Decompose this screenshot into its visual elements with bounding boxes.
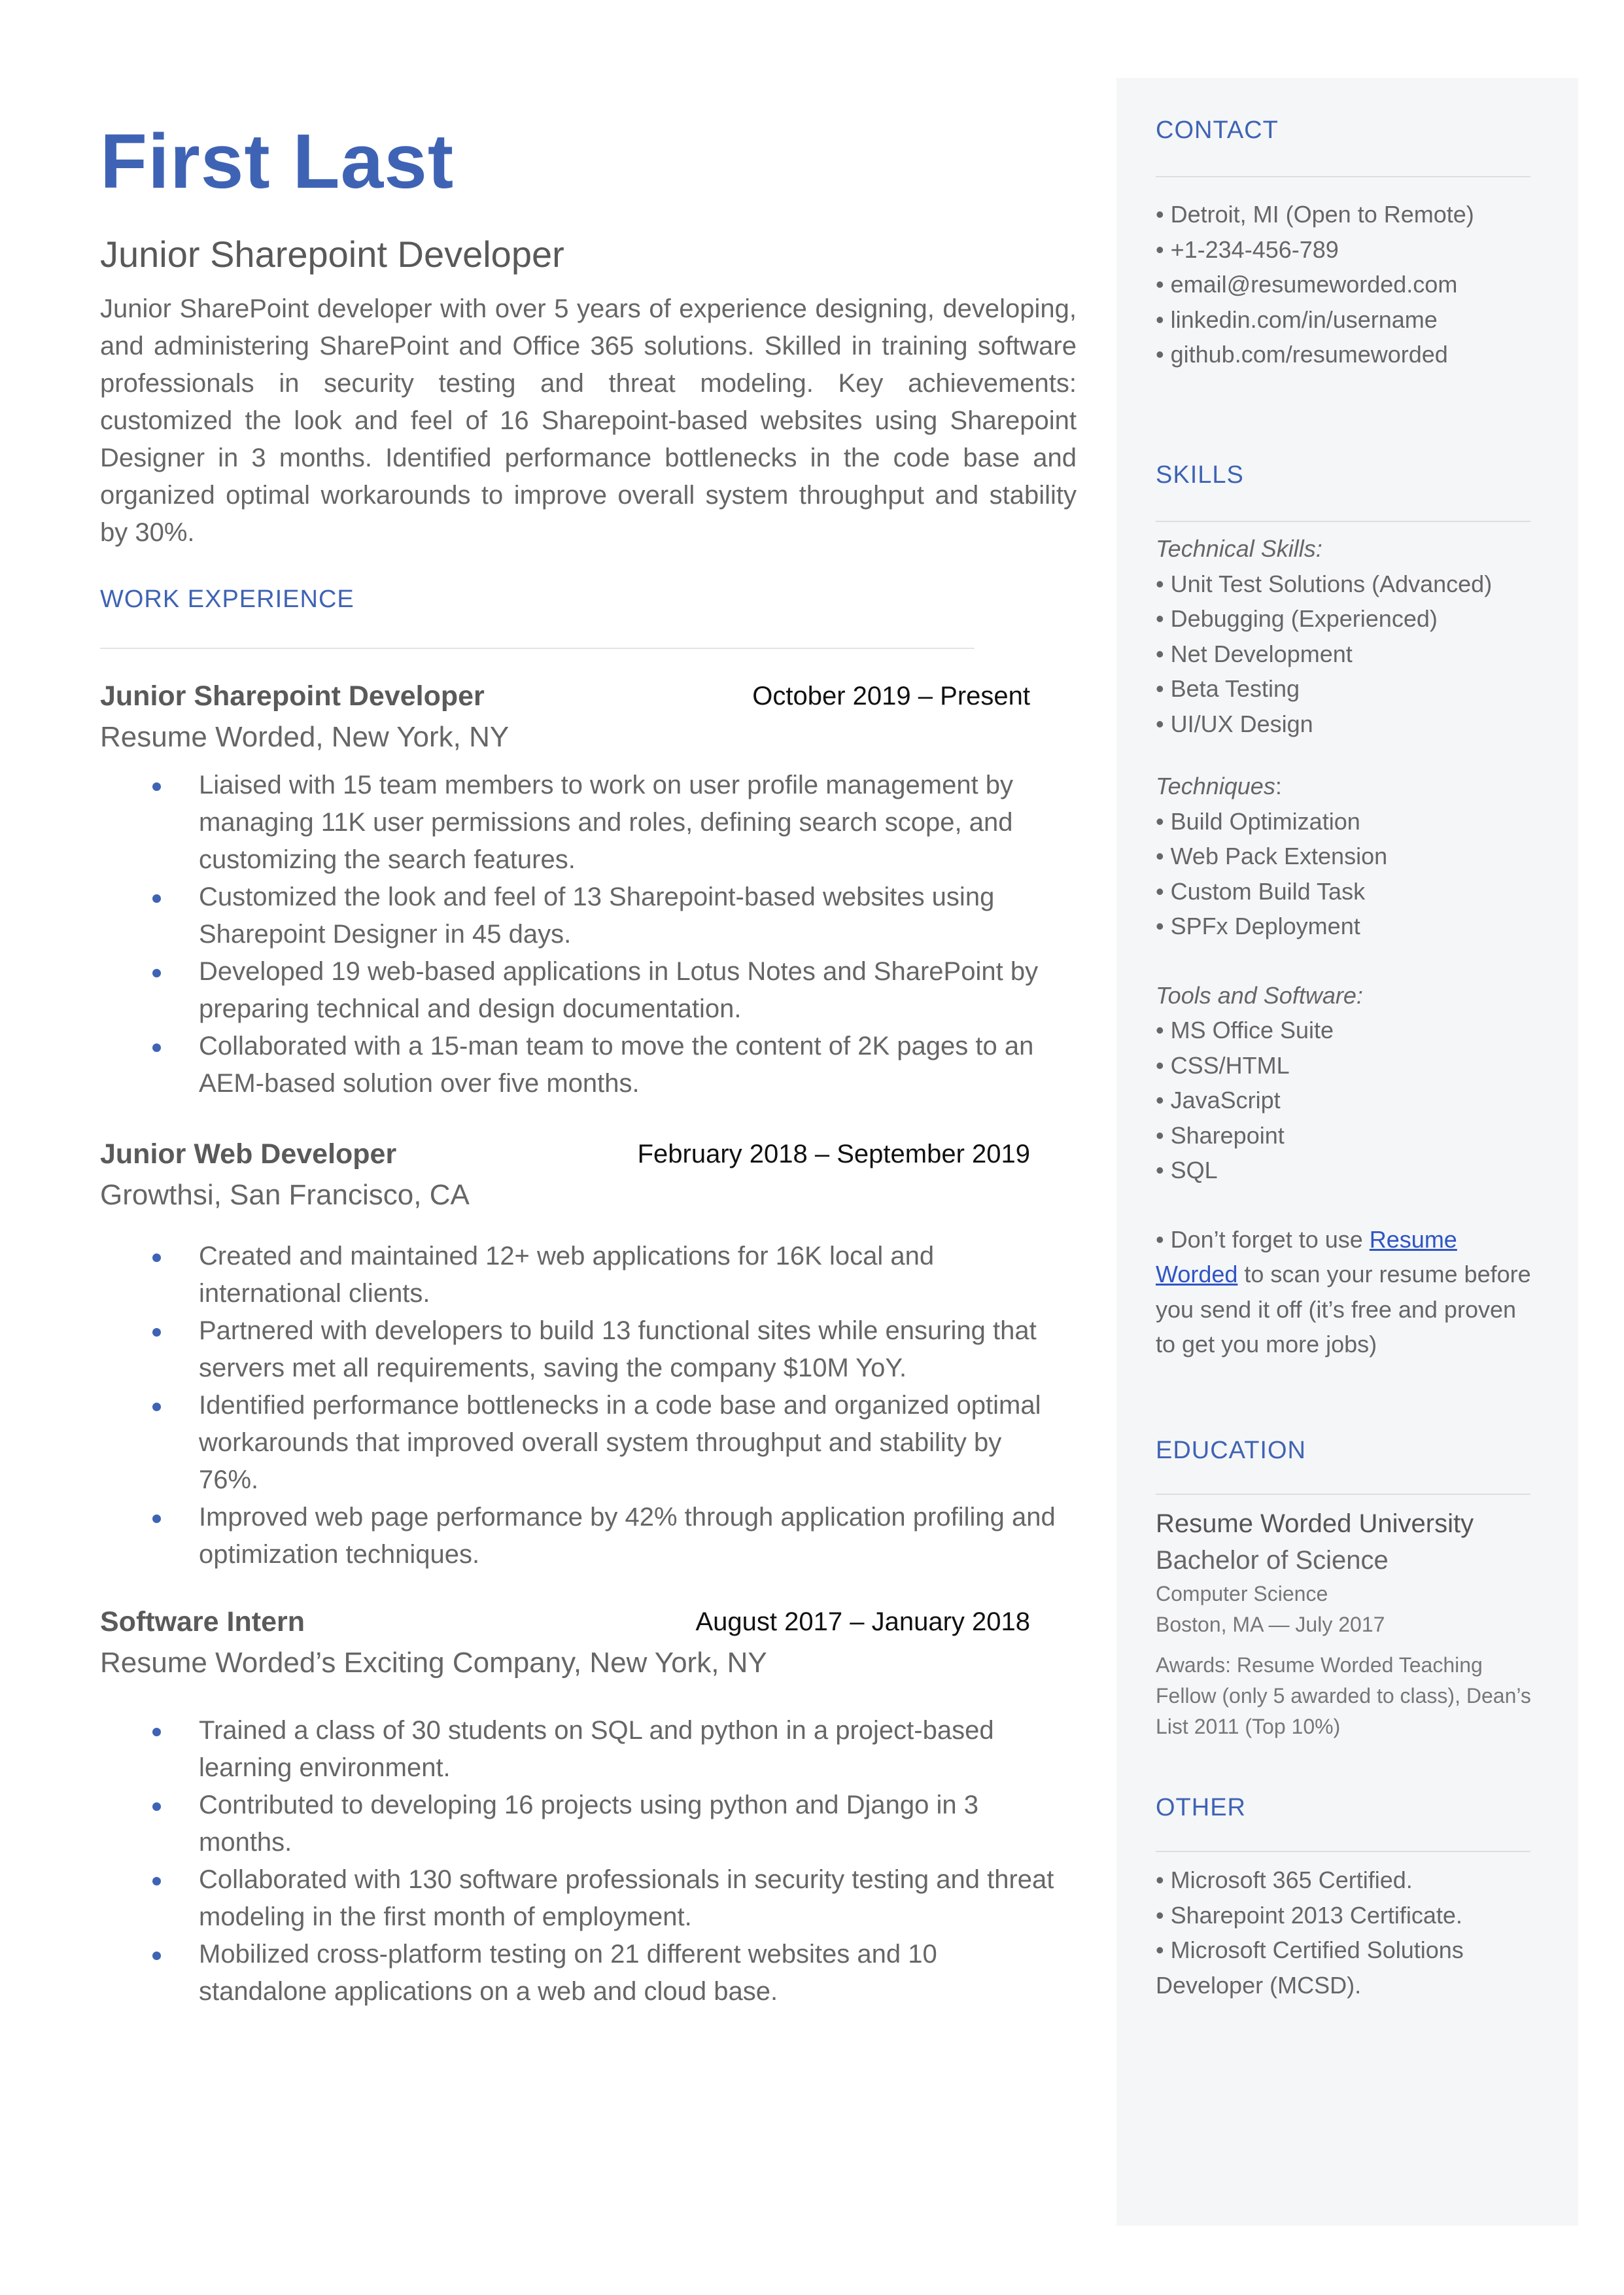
tool-item: • SQL (1156, 1157, 1218, 1183)
tool-item: • CSS/HTML (1156, 1051, 1290, 1079)
tools-label: Tools and Software: (1156, 981, 1363, 1009)
bullet-icon (152, 1877, 161, 1885)
job-title: Junior Sharepoint Developer (100, 680, 485, 712)
bullet-icon (152, 1043, 161, 1052)
skill-item: • Unit Test Solutions (Advanced) (1156, 570, 1493, 597)
contact-phone: • +1-234-456-789 (1156, 236, 1339, 263)
techniques-label: Techniques: (1156, 773, 1282, 799)
job-header (100, 1606, 1077, 1645)
technique-item: • Custom Build Task (1156, 877, 1366, 905)
job-company: Resume Worded’s Exciting Company, New York, NY (100, 1647, 767, 1679)
other-item: • Sharepoint 2013 Certificate. (1156, 1901, 1462, 1929)
degree: Bachelor of Science (1156, 1546, 1389, 1575)
job-bullet: Trained a class of 30 students on SQL and python in a project-based learning environment. (100, 1712, 1077, 1787)
contact-heading: CONTACT (1156, 116, 1279, 144)
job-bullet: Liaised with 15 team members to work on user profile management by managing 11K user permissions and roles, defining search scope, and customizing the search features. (100, 767, 1077, 879)
job-dates: February 2018 – September 2019 (637, 1140, 1030, 1168)
bullet-icon (152, 894, 161, 903)
section-divider (100, 648, 975, 649)
other-list (1156, 1863, 1535, 2003)
job-bullet: Contributed to developing 16 projects using python and Django in 3 months. (100, 1787, 1077, 1861)
other-heading: OTHER (1156, 1794, 1246, 1821)
bullet-icon (152, 1328, 161, 1337)
skills-section (1156, 461, 1535, 1362)
techniques (1156, 769, 1535, 944)
contact-list (1156, 197, 1535, 372)
job-bullet: Improved web page performance by 42% through application profiling and optimization techniques. (100, 1499, 1077, 1573)
job-bullet: Mobilized cross-platform testing on 21 different websites and 10 standalone applications on a web and cloud base. (100, 1936, 1077, 2010)
section-divider (1156, 176, 1530, 177)
job-bullet: Developed 19 web-based applications in Lotus Notes and SharePoint by preparing technical and design documentation. (100, 953, 1077, 1028)
summary-paragraph: Junior SharePoint developer with over 5 years of experience designing, developing, and administering SharePoint and Office 365 solutions. Skilled in training software professionals in security testing and threat modeling. Key achievements: customized the look and feel of 16 Sharepoint-based websites using Sharepoint Designer in 3 months. Identified performance bottlenecks in the code base and organized optimal workarounds to improve overall system throughput and stability by 30%. (100, 294, 1077, 547)
job-dates: October 2019 – Present (752, 682, 1030, 710)
job-header (100, 680, 1077, 720)
technique-item: • Build Optimization (1156, 807, 1360, 835)
field-of-study: Computer Science (1156, 1582, 1328, 1605)
job-bullet: Collaborated with 130 software professionals in security testing and threat modeling in the first month of employment. (100, 1861, 1077, 1936)
job-company: Growthsi, San Francisco, CA (100, 1179, 470, 1211)
job-bullets (100, 767, 1077, 1102)
other-item: • Microsoft Certified Solutions Developer (MCSD). (1156, 1936, 1464, 1999)
tools-software (1156, 978, 1535, 1188)
bullet-icon (152, 1728, 161, 1736)
section-divider (1156, 1851, 1530, 1852)
education-location-date: Boston, MA — July 2017 (1156, 1613, 1385, 1636)
skill-item: • Debugging (Experienced) (1156, 605, 1438, 632)
resume-worded-tip: • Don’t forget to use Resume Worded to scan your resume before you send it off (it’s free and proven to get you more jobs) (1156, 1225, 1531, 1358)
bullet-icon (152, 1515, 161, 1523)
contact-email[interactable]: • email@resumeworded.com (1156, 271, 1458, 298)
technical-skills (1156, 531, 1535, 741)
technical-skills-label: Technical Skills: (1156, 535, 1322, 562)
job-title: Junior Web Developer (100, 1138, 397, 1170)
job-entry (100, 1606, 1077, 2010)
bullet-icon (152, 1253, 161, 1262)
skill-item: • Net Development (1156, 640, 1353, 667)
job-bullets (100, 1712, 1077, 2010)
job-bullet: Identified performance bottlenecks in a code base and organized optimal workarounds that improved overall system throughput and stability by 76%. (100, 1387, 1077, 1499)
section-divider (1156, 1494, 1530, 1495)
skill-item: • Beta Testing (1156, 675, 1300, 702)
tool-item: • JavaScript (1156, 1087, 1281, 1113)
section-divider (1156, 521, 1530, 522)
resume-worded-link[interactable]: Resume Worded (1156, 1225, 1457, 1288)
contact-linkedin[interactable]: • linkedin.com/in/username (1156, 306, 1438, 333)
candidate-name: First Last (100, 118, 455, 205)
education-awards: Awards: Resume Worded Teaching Fellow (only 5 awarded to class), Dean’s List 2011 (Top 10%) (1156, 1653, 1531, 1738)
skills-heading: SKILLS (1156, 461, 1244, 489)
job-title: Software Intern (100, 1606, 305, 1638)
bullet-icon (152, 1802, 161, 1811)
other-item: • Microsoft 365 Certified. (1156, 1866, 1413, 1893)
bullet-icon (152, 782, 161, 791)
main-column (100, 111, 1077, 2010)
contact-location: • Detroit, MI (Open to Remote) (1156, 201, 1474, 228)
education-section (1156, 1437, 1535, 1742)
tool-item: • MS Office Suite (1156, 1017, 1334, 1043)
tool-item: • Sharepoint (1156, 1121, 1285, 1149)
job-entry (100, 680, 1077, 1102)
candidate-title: Junior Sharepoint Developer (100, 234, 564, 275)
job-bullet: Partnered with developers to build 13 functional sites while ensuring that servers met all requirements, saving the company $10M YoY. (100, 1312, 1077, 1387)
job-bullet: Customized the look and feel of 13 Sharepoint-based websites using Sharepoint Designer in 45 days. (100, 879, 1077, 953)
job-bullets (100, 1238, 1077, 1573)
bullet-icon (152, 1403, 161, 1411)
other-section (1156, 1794, 1535, 2003)
work-experience-heading: WORK EXPERIENCE (100, 586, 354, 613)
job-dates: August 2017 – January 2018 (695, 1607, 1030, 1636)
job-company: Resume Worded, New York, NY (100, 721, 510, 753)
bullet-icon (152, 969, 161, 977)
contact-github[interactable]: • github.com/resumeworded (1156, 341, 1448, 368)
contact-section (1156, 116, 1535, 372)
job-bullet: Collaborated with a 15-man team to move the content of 2K pages to an AEM-based solution over five months. (100, 1028, 1077, 1102)
job-bullet: Created and maintained 12+ web applications for 16K local and international clients. (100, 1238, 1077, 1312)
school-name: Resume Worded University (1156, 1509, 1474, 1538)
technique-item: • SPFx Deployment (1156, 913, 1360, 939)
technique-item: • Web Pack Extension (1156, 843, 1388, 869)
skill-item: • UI/UX Design (1156, 710, 1313, 737)
education-heading: EDUCATION (1156, 1437, 1306, 1464)
job-header (100, 1138, 1077, 1178)
job-entry (100, 1138, 1077, 1573)
bullet-icon (152, 1952, 161, 1960)
